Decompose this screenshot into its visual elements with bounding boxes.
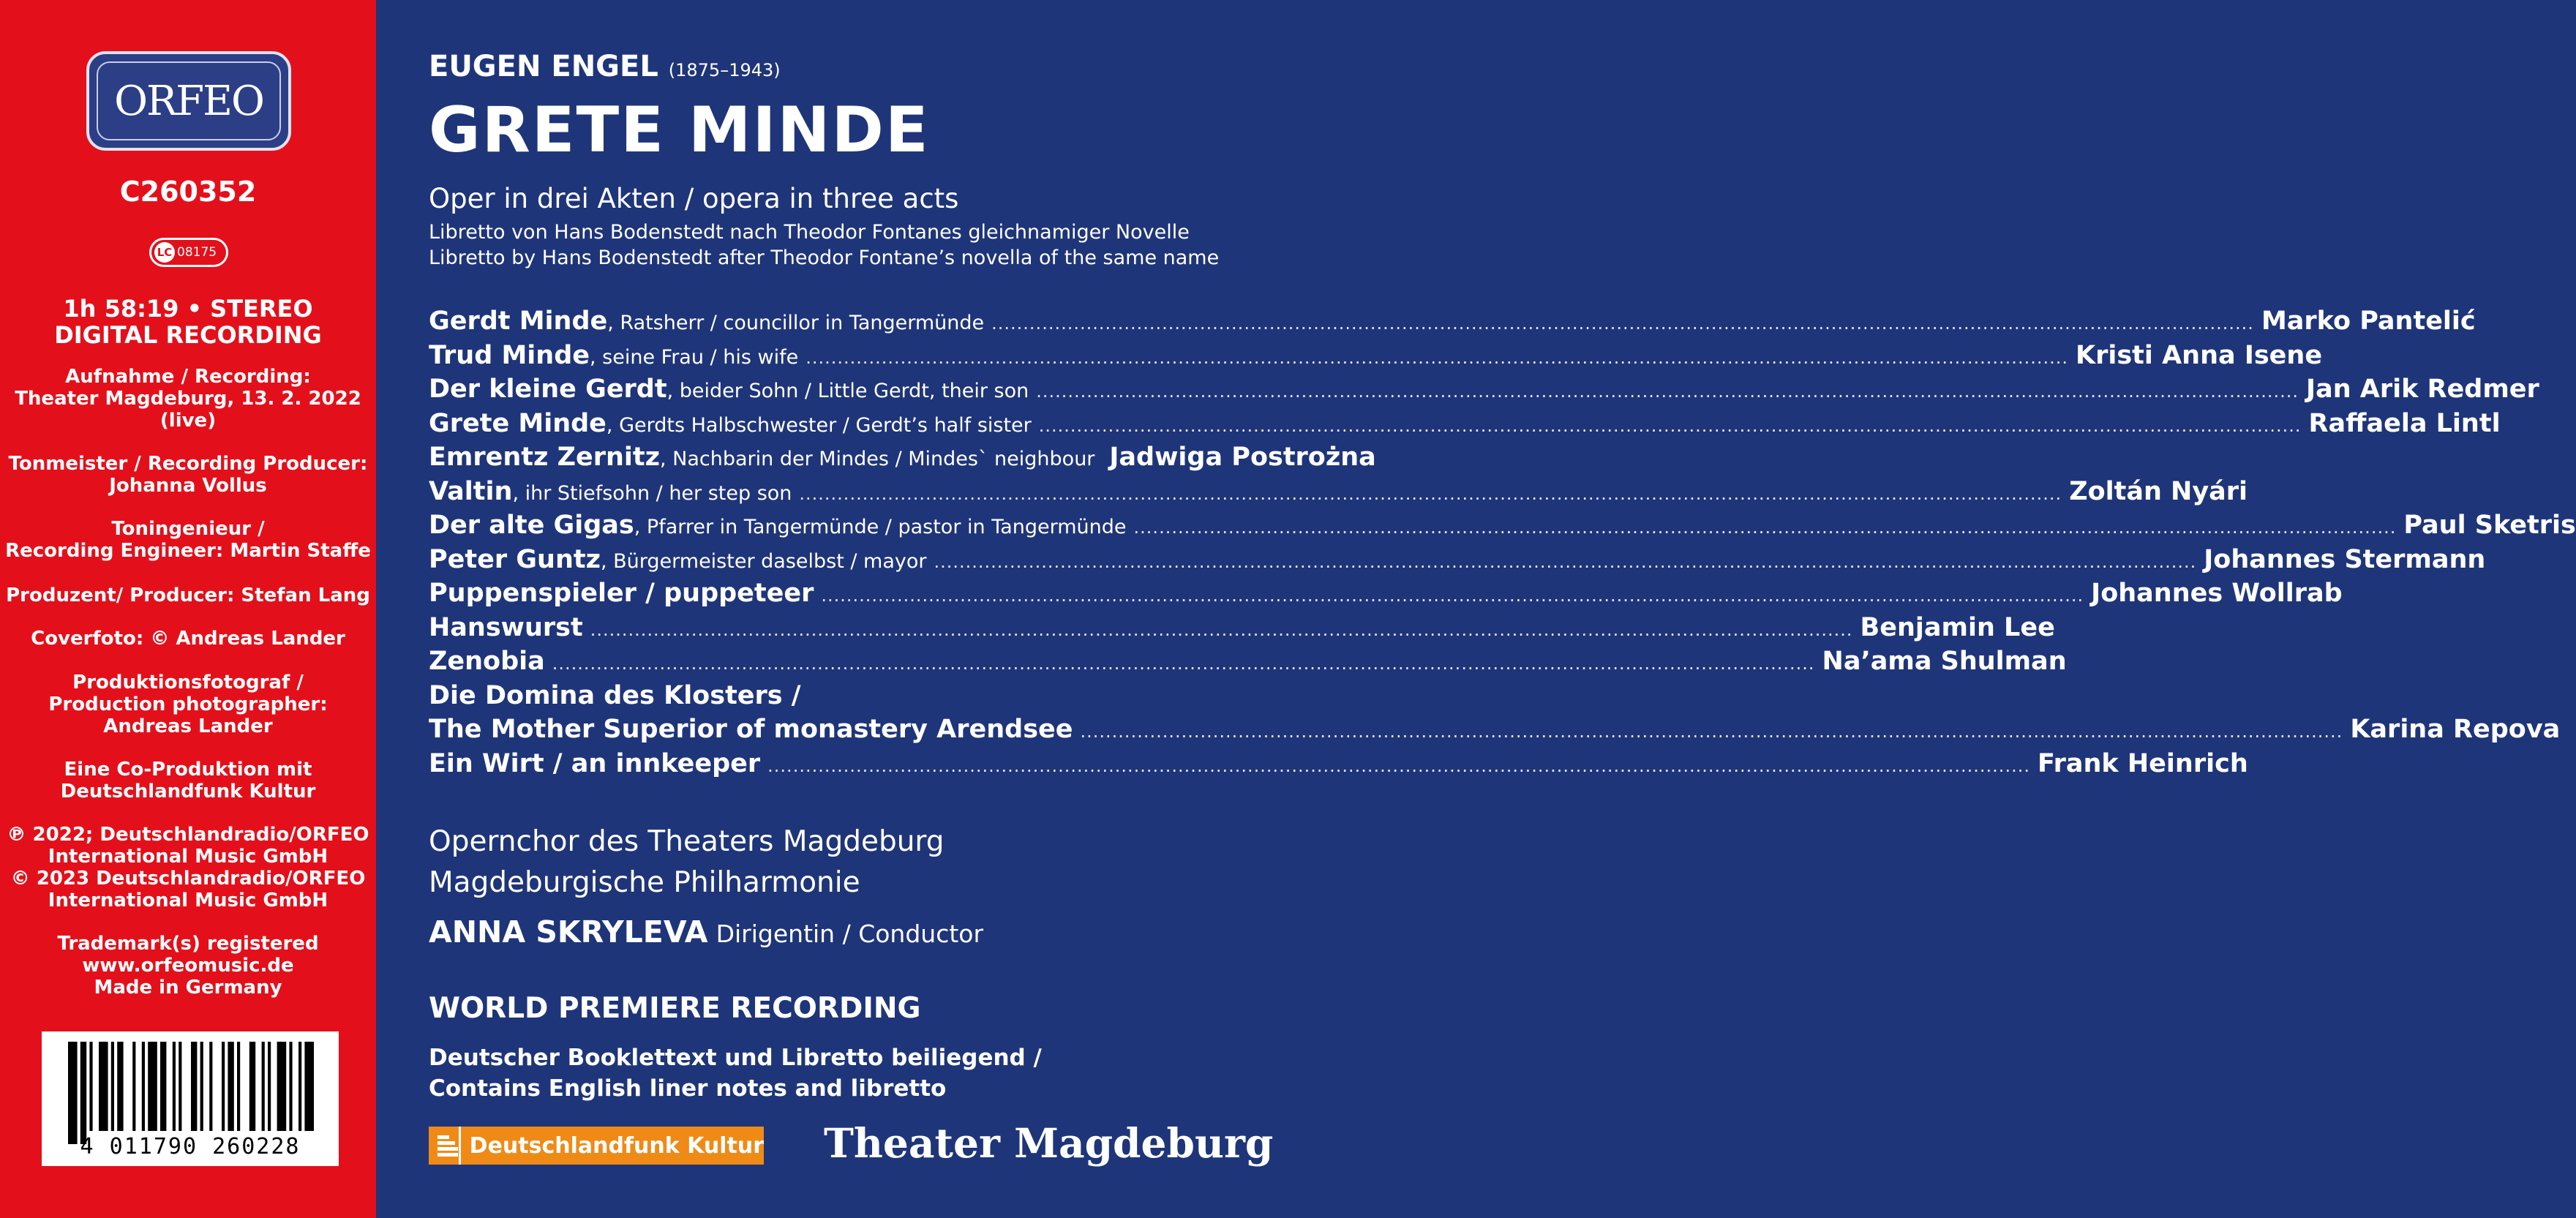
leader-dots: ........................................................................................................................................................................................................ [590, 619, 1853, 640]
composer-name: EUGEN ENGEL [429, 50, 658, 83]
website-line: www.orfeomusic.de [82, 955, 294, 977]
cast-role: Gerdt Minde [429, 307, 608, 336]
credit-line: Andreas Lander [103, 715, 273, 737]
credit-line: Production photographer: [48, 693, 328, 715]
credit-line: Recording Engineer: Martin Staffe [5, 540, 371, 562]
barcode-bar [173, 1042, 176, 1131]
cast-row [429, 443, 1376, 477]
cast-row [429, 748, 2248, 783]
lc-icon: LC [154, 242, 175, 263]
cast-singer: Johannes Stermann [2204, 544, 2486, 574]
coproduction-credit [0, 759, 376, 802]
world-premiere-label: WORLD PREMIERE RECORDING [429, 992, 921, 1025]
cast-row [429, 715, 2561, 749]
barcode-bar [262, 1042, 265, 1131]
booklet-note-en: Contains English liner notes and libretto [429, 1075, 947, 1102]
label-code-badge [149, 238, 228, 267]
leader-dots: ........................................................................................................................................................................................................ [821, 585, 2084, 606]
leader-dots: ........................................................................................................................................................................................................ [552, 653, 1815, 674]
coverfoto-credit: Coverfoto: © Andreas Lander [31, 628, 345, 650]
trademark-line: Trademark(s) registered [57, 933, 319, 955]
origin-line: Made in Germany [94, 977, 282, 999]
recording-type: DIGITAL RECORDING [54, 321, 322, 349]
cast-row [429, 476, 2248, 511]
cast-singer: Jadwiga Postrożna [1109, 443, 1376, 472]
recording-line: Theater Magdeburg, 13. 2. 2022 [15, 388, 361, 410]
leader-dots: ........................................................................................................................................................................................................ [1080, 721, 2343, 742]
cast-singer: Johannes Wollrab [2091, 579, 2343, 608]
cast-role: Emrentz Zernitz [429, 443, 660, 472]
copyright-notice [0, 824, 376, 911]
photographer-credit [0, 672, 376, 737]
cast-role-description: , Gerdts Halbschwester / Gerdt’s half sister [606, 413, 1032, 437]
cast-role-description: , Pfarrer in Tangermünde / pastor in Tangermünde [634, 516, 1127, 538]
orfeo-logo [86, 51, 291, 151]
cast-singer: Frank Heinrich [2037, 748, 2248, 778]
cast-singer: Na’ama Shulman [1822, 647, 2067, 676]
cast-row [429, 307, 2476, 341]
conductor-name: ANNA SKRYLEVA [429, 914, 708, 950]
cast-role: Der alte Gigas [429, 511, 634, 540]
cast-role-description: , Nachbarin der Mindes / Mindes` neighbour [659, 448, 1095, 470]
cast-role-description: , seine Frau / his wife [589, 345, 799, 369]
conductor-role: Dirigentin / Conductor [716, 920, 984, 948]
barcode-bar [160, 1042, 166, 1131]
credit-line: Tonmeister / Recording Producer: [8, 453, 368, 475]
barcode-bar [111, 1042, 114, 1131]
barcode [42, 1031, 339, 1166]
opera-title: GRETE MINDE [429, 94, 930, 167]
barcode-bar [132, 1042, 135, 1131]
right-main-panel [376, 0, 2576, 1218]
cast-role-description: , beider Sohn / Little Gerdt, their son [666, 380, 1029, 402]
copyright-line: © 2023 Deutschlandradio/ORFEO [10, 868, 366, 890]
cast-role-description: , Bürgermeister daselbst / mayor [600, 549, 927, 573]
leader-dots: ........................................................................................................................................................................................................ [934, 551, 2197, 572]
credit-line: Eine Co-Produktion mit [64, 759, 312, 781]
orfeo-logo-text: ORFEO [114, 77, 263, 125]
composer-line [429, 50, 781, 83]
cast-singer: Kristi Anna Isene [2075, 340, 2323, 370]
cast-list [429, 307, 2576, 783]
deutschlandfunk-icon [429, 1127, 459, 1165]
cast-row [429, 647, 2067, 681]
barcode-bar [142, 1042, 145, 1131]
barcode-bar [228, 1042, 233, 1131]
recording-line: (live) [159, 410, 217, 432]
cast-row [429, 511, 2576, 545]
cast-singer: Paul Sketris [2403, 511, 2576, 540]
leader-dots: ........................................................................................................................................................................................................ [1036, 381, 2299, 402]
barcode-bar [99, 1042, 108, 1131]
recording-location [0, 366, 376, 432]
libretto-credit-en: Libretto by Hans Bodenstedt after Theodor Fontane’s novella of the same name [429, 247, 1220, 269]
barcode-bar [304, 1042, 314, 1131]
cast-role: Der kleine Gerdt [429, 375, 667, 404]
cast-row [429, 408, 2501, 443]
barcode-bar [200, 1042, 203, 1131]
credit-line: Deutschlandfunk Kultur [60, 781, 316, 802]
barcode-bar [249, 1042, 255, 1131]
cast-row [429, 340, 2323, 375]
barcode-bar [277, 1042, 287, 1131]
tonmeister-credit [0, 453, 376, 497]
engineer-credit [0, 518, 376, 562]
cast-singer: Jan Arik Redmer [2306, 375, 2539, 404]
barcode-bar [117, 1042, 123, 1131]
barcode-bar [89, 1042, 92, 1131]
deutschlandfunk-logo [429, 1127, 764, 1165]
copyright-line: ℗ 2022; Deutschlandradio/ORFEO [7, 824, 369, 846]
duration-info [0, 296, 376, 348]
cast-role: The Mother Superior of monastery Arendsee [429, 715, 1073, 744]
booklet-note-de: Deutscher Booklettext und Libretto beiliegend / [429, 1045, 1042, 1071]
credit-line: Johanna Vollus [109, 475, 267, 497]
cast-role: Trud Minde [429, 340, 590, 370]
barcode-bar [209, 1042, 212, 1131]
left-info-panel [0, 0, 376, 1218]
libretto-credit-de: Libretto von Hans Bodenstedt nach Theodor Fontanes gleichnamiger Novelle [429, 221, 1190, 244]
deutschlandfunk-label: Deutschlandfunk Kultur [469, 1132, 764, 1159]
producer-credit: Produzent/ Producer: Stefan Lang [6, 584, 370, 606]
leader-dots: ........................................................................................................................................................................................................ [991, 313, 2254, 334]
label-code-number: 08175 [177, 245, 217, 260]
barcode-bar [68, 1042, 78, 1144]
credit-line: Produktionsfotograf / [72, 672, 304, 693]
cast-role-description: , ihr Stiefsohn / her step son [512, 481, 792, 505]
trademark-notice [0, 933, 376, 999]
leader-dots: ........................................................................................................................................................................................................ [799, 483, 2062, 504]
cast-singer: Karina Repova [2350, 715, 2561, 744]
barcode-bar [268, 1042, 271, 1131]
barcode-bar [80, 1042, 86, 1144]
barcode-bar [148, 1042, 157, 1131]
cast-singer: Zoltán Nyári [2069, 476, 2248, 506]
cast-singer: Benjamin Lee [1860, 612, 2055, 642]
leader-dots: ........................................................................................................................................................................................................ [1038, 415, 2302, 436]
barcode-bar [191, 1042, 197, 1131]
barcode-digits: 4 011790 260228 [80, 1134, 301, 1159]
composer-dates: (1875–1943) [668, 60, 781, 80]
cast-role: Puppenspieler / puppeteer [429, 579, 814, 608]
conductor-credit [429, 914, 983, 950]
barcode-bar [222, 1042, 225, 1131]
cast-role: Hanswurst [429, 612, 583, 642]
cast-row [429, 612, 2055, 647]
cast-role: Ein Wirt / an innkeeper [429, 748, 761, 778]
theater-magdeburg-logo: Theater Magdeburg [824, 1119, 1274, 1167]
cast-row [429, 544, 2486, 579]
choir-credit: Opernchor des Theaters Magdeburg [429, 825, 945, 858]
cast-role-description: , Ratsherr / councillor in Tangermünde [607, 312, 985, 334]
cast-singer: Marko Pantelić [2261, 307, 2476, 336]
cast-row [429, 681, 1373, 715]
barcode-bar [237, 1042, 240, 1131]
cast-row [429, 579, 2343, 613]
cast-role: Zenobia [429, 647, 545, 676]
copyright-line: International Music GmbH [48, 846, 328, 868]
cast-row [429, 375, 2539, 409]
barcode-bar [298, 1042, 301, 1131]
cast-role: Valtin [429, 476, 513, 506]
barcode-bar [179, 1042, 181, 1131]
cast-role: Grete Minde [429, 408, 607, 438]
orchestra-credit: Magdeburgische Philharmonie [429, 866, 860, 899]
duration-line: 1h 58:19 • STEREO [63, 295, 313, 323]
cast-role: Peter Guntz [429, 544, 601, 574]
barcode-bar [289, 1042, 292, 1131]
opera-subtitle: Oper in drei Akten / opera in three acts [429, 183, 959, 214]
copyright-line: International Music GmbH [48, 890, 328, 911]
recording-line: Aufnahme / Recording: [65, 366, 311, 388]
credit-line: Toningenieur / [111, 518, 265, 540]
leader-dots: ........................................................................................................................................................................................................ [806, 347, 2068, 368]
cast-singer: Raffaela Lintl [2308, 408, 2501, 438]
cast-role: Die Domina des Klosters / [429, 680, 801, 710]
leader-dots: ........................................................................................................................................................................................................ [767, 755, 2030, 776]
leader-dots: ........................................................................................................................................................................................................ [1133, 517, 2397, 538]
catalog-number: C260352 [119, 176, 257, 208]
